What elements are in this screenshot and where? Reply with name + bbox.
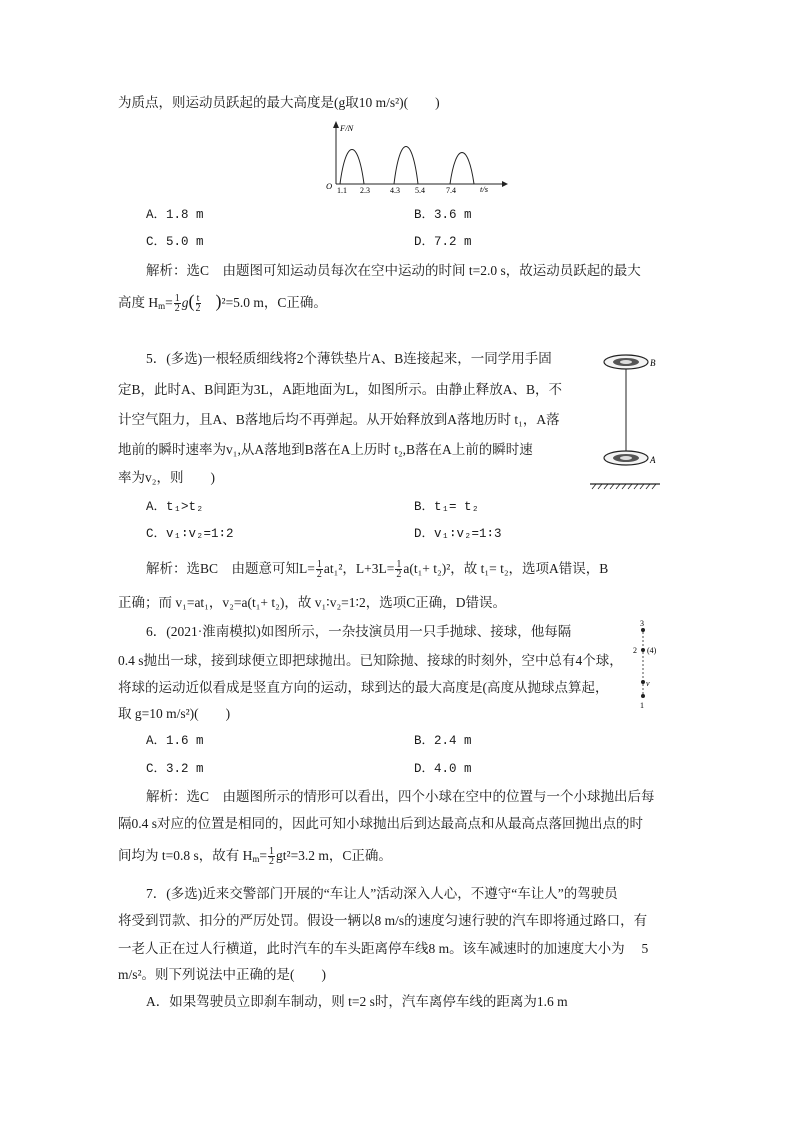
fraction-numerator: 1: [316, 559, 322, 571]
q4-option-a: A．1.8 m: [146, 208, 204, 222]
fraction-numerator: 1: [174, 293, 180, 305]
q5-stem-line-1: 5．(多选)一根轻质细线将2个薄铁垫片A、B连接起来，一同学用手固: [146, 351, 552, 366]
tick-label: 7.4: [446, 186, 456, 195]
fraction-denominator: 2: [396, 569, 402, 581]
q7-stem-line-4: m/s²。则下列说法中正确的是( ): [118, 967, 327, 982]
q6-analysis-line-3: [118, 847, 392, 868]
q7-stem-line-2: 将受到罚款、扣分的严厉处罚。假设一辆以8 m/s的速度匀速行驶的汽车即将通过路口，有: [118, 913, 648, 928]
q6-stem-line-1: 6．(2021·淮南模拟)如图所示，一杂技演员用一只手抛球、接球，他每隔: [146, 624, 572, 639]
fraction-denominator: 2: [174, 303, 180, 315]
fraction-numerator: 1: [396, 559, 402, 571]
q6-juggling-figure: [630, 620, 670, 710]
q6-stem-line-3: 将球的运动近似看成是竖直方向的运动，球到达的最大高度是(高度从抛球点算起，: [118, 680, 609, 695]
fraction-t-over-2: [196, 294, 201, 313]
q4-option-c: C．5.0 m: [146, 235, 204, 249]
fraction-half: [174, 294, 181, 313]
label-v: v: [646, 679, 650, 688]
q5-option-d: D．v₁∶v₂=1∶3: [414, 527, 502, 541]
q7-stem-line-1: 7．(多选)近来交警部门开展的“车让人”活动深入人心，不遵守“车让人”的驾驶员: [146, 886, 618, 901]
q6-option-c: C．3.2 m: [146, 762, 204, 776]
equals: =: [259, 848, 268, 863]
q5-analysis-text: a(t₁+ t₂)²，故 t₁= t₂，选项A错误，B: [403, 561, 609, 576]
fraction-denominator: 2: [195, 303, 201, 315]
washer-a: [604, 451, 648, 465]
q5-analysis-line-2: 正确；而 v₁=at₁，v₂=a(t₁+ t₂)，故 v₁∶v₂=1∶2，选项C正确，D错误。: [118, 595, 507, 610]
q7-stem-line-3: 一老人正在过人行横道，此时汽车的车头距离停车线8 m。该车减速时的加速度大小为 5: [118, 941, 649, 956]
q6-analysis-text: gt²=3.2 m，C正确。: [276, 848, 392, 863]
q6-stem-line-4: 取 g=10 m/s²)( ): [118, 706, 231, 721]
q5-option-b: B．t₁= t₂: [414, 500, 480, 514]
q4-analysis-text: ²=5.0 m，C正确。: [221, 295, 327, 310]
q4-stem: 为质点，则运动员跃起的最大高度是(g取10 m/s²)( ): [118, 95, 440, 110]
origin-label: O: [326, 181, 333, 191]
q6-analysis-line-1: 解析：选C 由题图所示的情形可以看出，四个小球在空中的位置与一个小球抛出后每: [146, 789, 655, 804]
label-2: 2: [633, 646, 637, 655]
q4-analysis-line-1: 解析：选C 由题图可知运动员每次在空中运动的时间 t=2.0 s，故运动员跃起的最大: [146, 263, 641, 278]
q7-option-a: A．如果驾驶员立即刹车制动，则 t=2 s时，汽车离停车线的距离为1.6 m: [146, 994, 568, 1009]
label-1: 1: [640, 701, 644, 710]
q5-stem-line-3: 计空气阻力，且A、B落地后均不再弹起。从开始释放到A落地历时 t₁，A落: [118, 412, 560, 427]
ball-3: [641, 628, 645, 632]
q6-option-d: D．4.0 m: [414, 762, 472, 776]
ground: [590, 484, 660, 489]
fraction-half: [268, 847, 275, 866]
x-axis-label: t/s: [480, 184, 489, 194]
subscript: m: [252, 854, 260, 864]
label-3: 3: [640, 620, 644, 628]
tick-label: 5.4: [415, 186, 425, 195]
q6-analysis-line-2: 隔0.4 s对应的位置是相同的，因此可知小球抛出后到达最高点和从最高点落回抛出点的时: [118, 816, 644, 831]
equals: =: [165, 295, 173, 310]
fraction-half: [316, 560, 323, 579]
q5-option-c: C．v₁∶v₂=1∶2: [146, 527, 234, 541]
q5-option-a: A．t₁>t₂: [146, 500, 204, 514]
fraction-denominator: 2: [316, 569, 322, 581]
washer-b: [604, 355, 648, 369]
q5-stem-line-2: 定B，此时A、B间距为3L，A距地面为L，如图所示。由静止释放A、B，不: [118, 382, 563, 397]
fraction-numerator: 1: [269, 846, 275, 858]
q5-washers-figure: [588, 346, 668, 494]
x-axis-arrow: [502, 181, 508, 187]
fraction-denominator: 2: [269, 856, 275, 868]
q4-option-d: D．7.2 m: [414, 235, 472, 249]
q5-stem-line-5: 率为v₂，则 ): [118, 470, 215, 485]
q5-stem-line-4: 地前的瞬时速率为v₁,从A落地到B落在A上历时 t₂,B落在A上前的瞬时速: [118, 442, 533, 457]
q5-analysis-line-1: [146, 560, 608, 579]
label-b: B: [650, 358, 656, 368]
q4-option-b: B．3.6 m: [414, 208, 472, 222]
y-axis-arrow: [333, 121, 339, 128]
fraction-half: [395, 560, 402, 579]
q5-analysis-text: at₁²，L+3L=: [323, 561, 395, 576]
subscript: m: [158, 301, 166, 311]
q4-force-time-graph: [320, 118, 510, 198]
q6-analysis-text: 间均为 t=0.8 s，故有 H: [118, 848, 253, 863]
q5-analysis-text: 解析：选BC 由题意可知L=: [146, 561, 315, 576]
force-peak-2: [394, 147, 418, 185]
q4-analysis-line-2: 高度 $H_m=$ $\frac{1}{2}$ g( $\frac{t}{2}$ )²=5.0 m，C正确。: [118, 291, 327, 315]
tick-label: 2.3: [360, 186, 370, 195]
q6-option-b: B．2.4 m: [414, 734, 472, 748]
tick-label: 4.3: [390, 186, 400, 195]
tick-label: 1.1: [337, 186, 347, 195]
y-axis-label: F/N: [340, 123, 354, 133]
force-peak-1: [340, 150, 364, 185]
label-a: A: [650, 455, 656, 465]
ball-1: [641, 694, 645, 698]
label-4: (4): [647, 646, 657, 655]
q6-option-a: A．1.6 m: [146, 734, 204, 748]
q4-analysis-text: 高度 H: [118, 295, 159, 310]
fraction-numerator: t: [196, 293, 200, 305]
q6-stem-line-2: 0.4 s抛出一球，接到球便立即把球抛出。已知除抛、接球的时刻外，空中总有4个球，: [118, 653, 623, 668]
force-peak-3: [450, 153, 474, 185]
